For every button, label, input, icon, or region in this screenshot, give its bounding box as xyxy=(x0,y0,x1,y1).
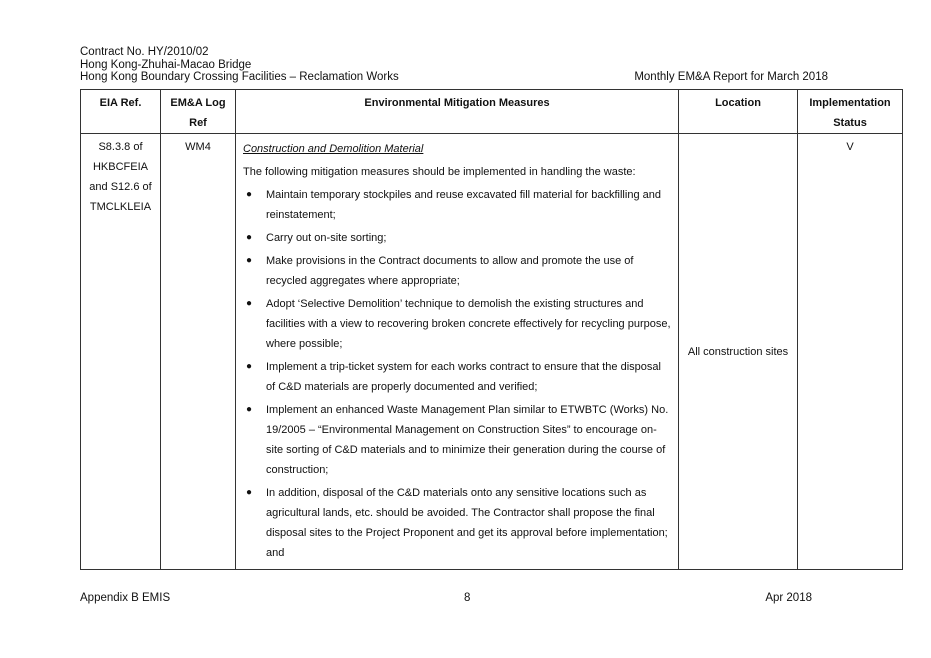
list-item-text: In addition, disposal of the C&D materials onto any sensitive locations such as agricultural lands, etc. should be avoided. The Contractor shall propose the final disposal sites to the Project Proponent and get its approval before implementation; and xyxy=(266,487,668,559)
list-item-text: Adopt ‘Selective Demolition’ technique to demolish the existing structures and facilities with a view to recovering broken concrete effectively for recycling purpose, where possible; xyxy=(266,298,671,350)
list-item-text: Implement an enhanced Waste Management Plan similar to ETWBTC (Works) No. 19/2005 – “Environmental Management on Construction Sites” to encourage on-site sorting of C&D materials and to minimize their generation during the course of construction; xyxy=(266,404,669,476)
list-item xyxy=(243,228,671,248)
status-value: V xyxy=(846,141,854,153)
column-header-status-line1: Implementation xyxy=(809,97,891,109)
column-header-eia-ref-label: EIA Ref. xyxy=(99,97,142,109)
mitigation-measures-table xyxy=(80,89,903,570)
bullet-icon: ● xyxy=(246,255,253,266)
table-row xyxy=(81,134,903,570)
eia-ref-line: and S12.6 of xyxy=(89,181,152,193)
section-title: Construction and Demolition Material xyxy=(243,143,424,155)
footer-appendix: Appendix B EMIS xyxy=(80,592,171,604)
column-header-status-line2: Status xyxy=(833,117,867,129)
header-row xyxy=(80,71,828,84)
column-header-measures xyxy=(236,90,679,134)
bullet-icon: ● xyxy=(246,361,253,372)
location-cell xyxy=(679,134,798,570)
list-item xyxy=(243,251,671,291)
bullet-icon: ● xyxy=(246,487,253,498)
list-item xyxy=(243,483,671,563)
bullet-icon: ● xyxy=(246,298,253,309)
bullet-icon: ● xyxy=(246,232,253,243)
eia-ref-line: TMCLKLEIA xyxy=(89,201,152,213)
eia-ref-line: HKBCFEIA xyxy=(92,161,148,173)
contract-number: Contract No. HY/2010/02 xyxy=(80,46,209,58)
list-item-text: Implement a trip-ticket system for each works contract to ensure that the disposal of C&D materials are properly documented and verified; xyxy=(266,361,661,393)
measures-list xyxy=(243,185,671,563)
column-header-log-ref-line2: Ref xyxy=(189,117,207,129)
column-header-eia-ref xyxy=(81,90,161,134)
list-item xyxy=(243,400,671,480)
list-item-text: Make provisions in the Contract documents to allow and promote the use of recycled aggregates where appropriate; xyxy=(266,255,634,287)
list-item xyxy=(243,357,671,397)
eia-ref-line: S8.3.8 of xyxy=(98,141,143,153)
log-ref-cell xyxy=(161,134,236,570)
list-item xyxy=(243,185,671,225)
bullet-icon: ● xyxy=(246,404,253,415)
list-item xyxy=(243,294,671,354)
table-header-row xyxy=(81,90,903,134)
project-name: Hong Kong-Zhuhai-Macao Bridge xyxy=(80,58,252,71)
list-item-text: Carry out on-site sorting; xyxy=(266,232,387,244)
bullet-icon: ● xyxy=(246,189,253,200)
footer-date: Apr 2018 xyxy=(765,592,812,604)
column-header-measures-label: Environmental Mitigation Measures xyxy=(364,97,550,109)
column-header-location-label: Location xyxy=(715,97,761,109)
measures-cell xyxy=(236,134,679,570)
column-header-location xyxy=(679,90,798,134)
page-number: 8 xyxy=(464,592,471,604)
column-header-log-ref xyxy=(161,90,236,134)
eia-ref-cell xyxy=(81,134,161,570)
location-value: All construction sites xyxy=(687,345,789,358)
column-header-status xyxy=(798,90,903,134)
column-header-log-ref-line1: EM&A Log xyxy=(170,97,226,109)
measures-intro: The following mitigation measures should be implemented in handling the waste: xyxy=(243,166,636,178)
works-title: Hong Kong Boundary Crossing Facilities – Reclamation Works xyxy=(80,71,399,83)
page-header xyxy=(80,46,828,84)
report-title: Monthly EM&A Report for March 2018 xyxy=(634,71,828,83)
log-ref-value: WM4 xyxy=(185,141,211,153)
list-item-text: Maintain temporary stockpiles and reuse excavated fill material for backfilling and reinstatement; xyxy=(266,189,661,221)
status-cell xyxy=(798,134,903,570)
